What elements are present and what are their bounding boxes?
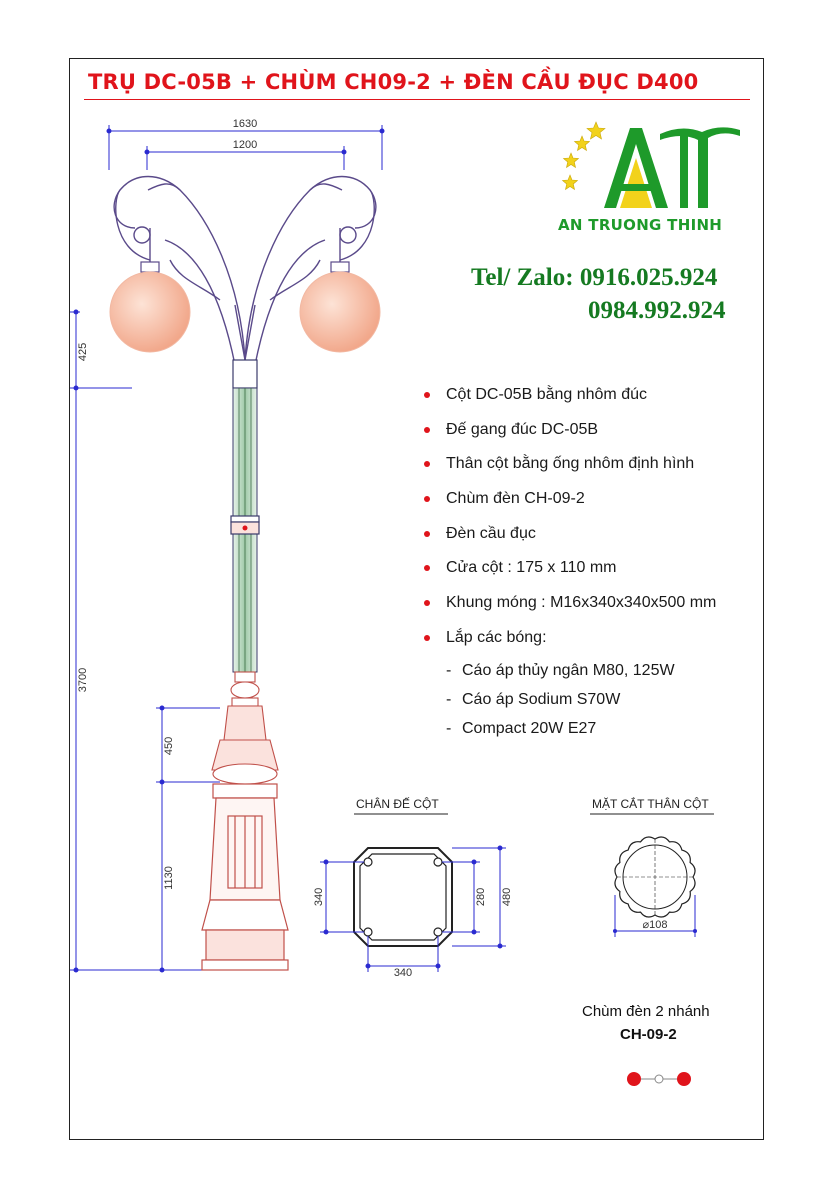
shaft-section-label: MẶT CẮT THÂN CỘT: [592, 797, 709, 811]
title-underline: [84, 99, 750, 100]
logo-letter-a: [604, 128, 668, 208]
globe-lamp-left: [110, 272, 190, 352]
spec-item: Chùm đèn CH-09-2: [422, 488, 716, 523]
page-title: TRỤ DC-05B + CHÙM CH09-2 + ĐÈN CẦU ĐỤC D400: [88, 70, 699, 94]
spec-list: [422, 384, 716, 662]
spec-item: Cửa cột : 175 x 110 mm: [422, 557, 716, 592]
shaft-ring: [231, 516, 259, 534]
brand-name: AN TRUONG THINH: [558, 216, 723, 234]
base-bottom-dimension: 340: [393, 967, 413, 979]
pole-base: [202, 784, 288, 970]
phone-line-2: 0984.992.924: [588, 297, 726, 324]
bulb-item: - Cáo áp thủy ngân M80, 125W: [446, 662, 675, 679]
spec-item: Cột DC-05B bằng nhôm đúc: [422, 384, 716, 419]
bulb-item: - Cáo áp Sodium S70W: [446, 691, 621, 708]
shaft-section-drawing: [600, 825, 710, 950]
base-section-label: CHÂN ĐẾ CỘT: [356, 797, 439, 811]
spec-item: Đế gang đúc DC-05B: [422, 419, 716, 454]
phone-line-1: Tel/ Zalo: 0916.025.924: [471, 264, 718, 291]
bulb-item: - Compact 20W E27: [446, 720, 597, 737]
dimension-collar-height-label: 450: [163, 736, 175, 756]
caption-line-2: CH-09-2: [620, 1026, 677, 1043]
company-logo: [552, 118, 752, 216]
spec-item: Lắp các bóng:: [422, 627, 716, 662]
pole-top-collar: [233, 360, 257, 388]
pole-lower-collar: [212, 672, 278, 784]
two-globe-layout-icon: [624, 1068, 694, 1090]
globe-lamp-right: [300, 272, 380, 352]
shaft-section-label-underline: [590, 813, 720, 817]
spec-item: Khung móng : M16x340x340x500 mm: [422, 592, 716, 627]
dimension-overall-width-label: 1630: [232, 118, 258, 130]
dimension-globe-height-label: 425: [77, 342, 89, 362]
logo-letter-t: [660, 127, 740, 208]
base-side-dimension: 340: [313, 887, 325, 907]
bulb-list: [446, 660, 675, 747]
dimension-pole-height-label: 3700: [77, 667, 89, 693]
caption-line-1: Chùm đèn 2 nhánh: [582, 1003, 710, 1020]
spec-item: Đèn cầu đục: [422, 523, 716, 558]
base-outer-dimension: 480: [501, 887, 513, 907]
star-icon: [563, 122, 606, 190]
dimension-arm-span-label: 1200: [232, 139, 258, 151]
base-section-label-underline: [354, 813, 450, 817]
base-inner-dimension: 280: [475, 887, 487, 907]
dimension-base-height-label: 1130: [163, 866, 175, 890]
shaft-diameter-label: ⌀108: [642, 919, 668, 931]
spec-item: Thân cột bằng ống nhôm định hình: [422, 453, 716, 488]
base-section-drawing: [310, 840, 520, 985]
